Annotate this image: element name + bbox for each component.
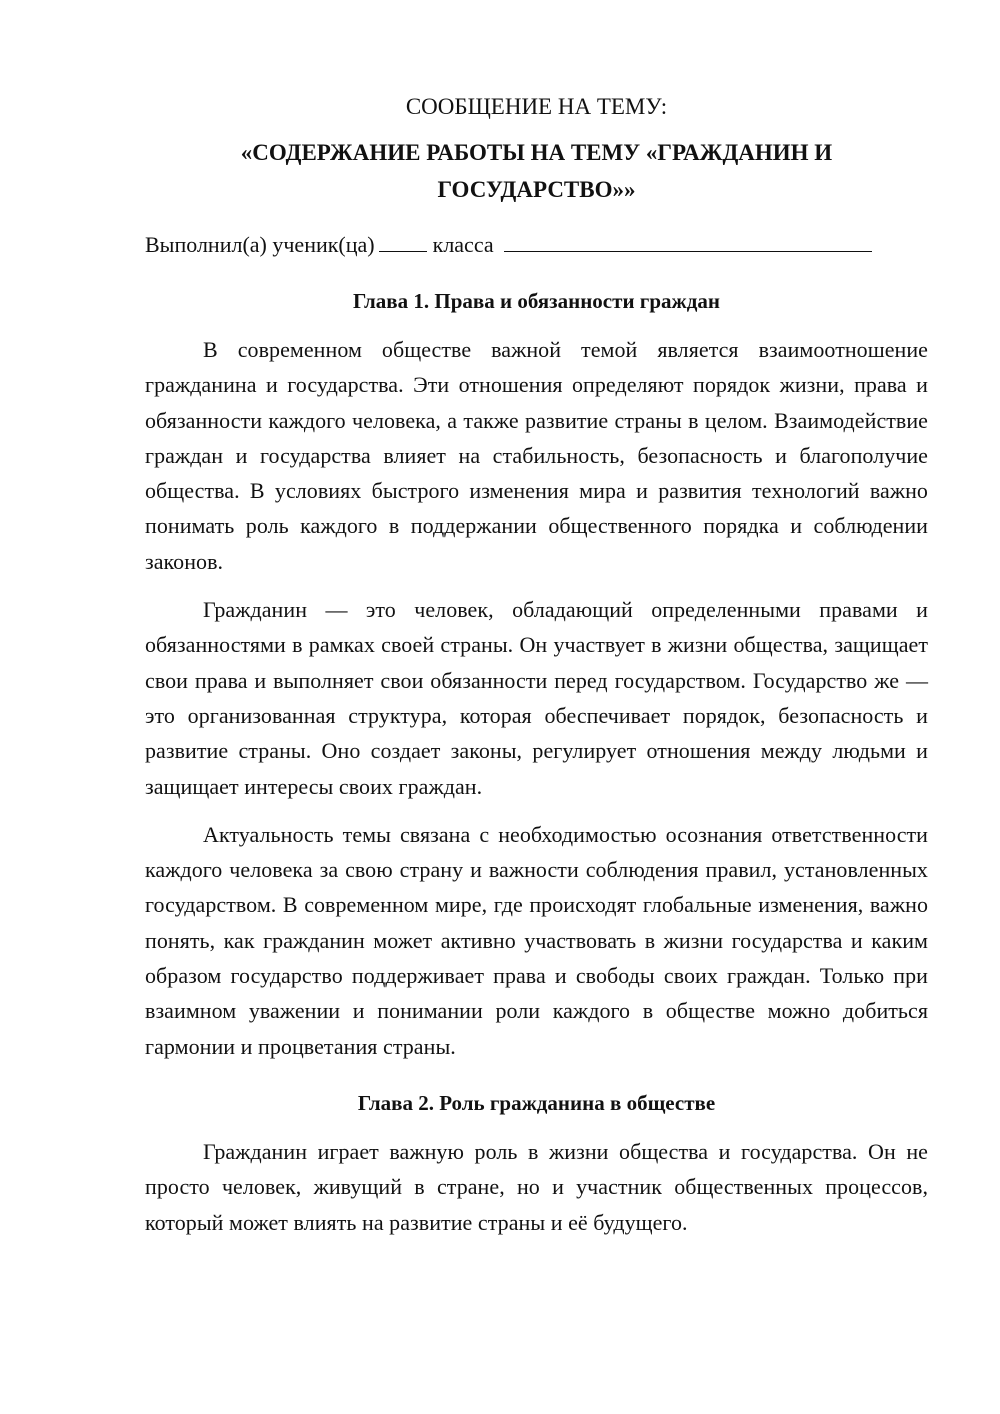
- subject-line: СООБЩЕНИЕ НА ТЕМУ:: [405, 94, 668, 119]
- chapter-2-title: Глава 2. Роль гражданина в обществе: [357, 1090, 716, 1115]
- document-page: [145, 88, 928, 1253]
- document-title: «СОДЕРЖАНИЕ РАБОТЫ НА ТЕМУ «ГРАЖДАНИН И ГОСУДАРСТВО»»: [240, 140, 833, 202]
- class-label: класса: [432, 232, 494, 257]
- chapter-1-paragraph: В современном обществе важной темой является взаимоотношение гражданина и государства. Эти отношения определяют порядок жизни, права и обязанности каждого человека, а также развитие страны в целом. Взаимодействие граждан и государства влияет на стабильность, безопасность и благополучие общества. В условиях быстрого изменения мира и развития технологий важно понимать роль каждого в поддержании общественного порядка и соблюдении законов.: [145, 337, 928, 574]
- chapter-1-paragraph: Актуальность темы связана с необходимостью осознания ответственности каждого человека за свою страну и важности соблюдения правил, установленных государством. В современном мире, где происходят глобальные изменения, важно понять, как гражданин может активно участвовать в жизни государства и каким образом государство поддерживает права и свободы своих граждан. Только при взаимном уважении и понимании роли каждого в обществе можно добиться гармонии и процветания страны.: [145, 821, 928, 1059]
- chapter-1-title: Глава 1. Права и обязанности граждан: [353, 289, 720, 313]
- chapter-2-paragraph: Гражданин играет важную роль в жизни общества и государства. Он не просто человек, живущий в стране, но и участник общественных процессов, который может влиять на развитие страны и её будущего.: [145, 1138, 928, 1235]
- chapter-1-paragraph: Гражданин — это человек, обладающий определенными правами и обязанностями в рамках своей страны. Он участвует в жизни общества, защищает свои права и выполняет свои обязанности перед государством. Государство же — это организованная структура, которая обеспечивает порядок, безопасность и развитие страны. Оно создает законы, регулирует отношения между людьми и защищает интересы своих граждан.: [145, 597, 928, 799]
- author-line: [145, 228, 928, 262]
- student-name-blank: [504, 229, 872, 252]
- performed-by-label: Выполнил(а) ученик(ца): [145, 232, 375, 257]
- class-number-blank: [379, 229, 427, 252]
